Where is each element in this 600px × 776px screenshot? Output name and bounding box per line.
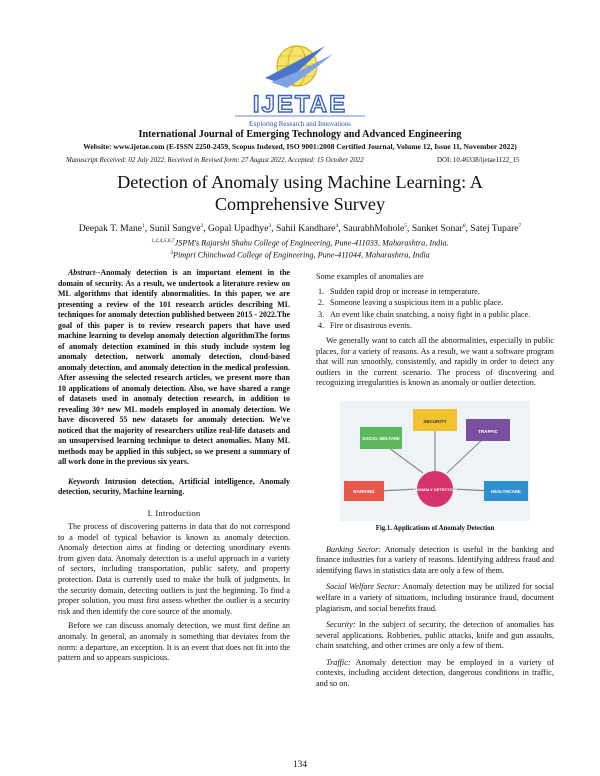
intro-paragraph-1: The process of discovering patterns in data that do not correspond to a model of typical behavior is known as anomaly detection. Anomaly detection aims at finding or detecting unordinary events from given data. Anomaly detection is a useful approach in a variety of sectors, including transportation, public safety, and property protection. Data is currently used to make the bulk of judgments. In the security domain, detecting outliers is just the beginning. To find a proper solution, you must first assess whether the outlier is a security risk and then identify the core source of the anomaly.: [58, 522, 290, 616]
social-welfare-paragraph: Social Welfare Sector: Anomaly detection may be utilized for social welfare in a variety of situations, including insurance fraud, document plagiarism, and social benefits fraud.: [316, 582, 554, 613]
left-column: [58, 268, 290, 664]
security-paragraph: Security: In the subject of security, the detection of anomalies has several applications. Robberies, public attacks, knife and gun assaults, chain snatching, and other crimes are only a few of them.: [316, 620, 554, 651]
paper-title-line-1: Detection of Anomaly using Machine Learning: A: [117, 172, 483, 192]
author: Sanket Sonar$^6$,: [411, 223, 471, 235]
figure-caption: Fig.1. Applications of Anomaly Detection: [375, 524, 495, 532]
list-item: 2. Someone leaving a suspicious item in a public place.: [318, 298, 504, 308]
keywords-text: Intrusion detection, Artificial intelligence, Anomaly detection, security, Machine learning.: [58, 476, 290, 496]
banking-paragraph: Banking Sector: Anomaly detection is useful in the banking and finance industries for a variety of reasons. Identifying address fraud and identifying flaws in statistics data are only a few of them.: [316, 544, 554, 575]
author: Deepak T. Mane$^1$,: [78, 223, 150, 235]
intro-paragraph-2: Before we can discuss anomaly detection, we must first define an anomaly. In general, an anomaly is something that deviates from the norm: a departure, an exception. It is an event that does not fit into the pattern and so appears suspicious.: [58, 621, 290, 663]
list-item: 4. Fire or disastrous events.: [318, 321, 412, 331]
list-item: 3. An event like chain snatching, a noisy fight in a public place.: [318, 309, 531, 319]
diagram-label-security: SECURITY: [423, 418, 447, 424]
affiliation-2: $^3$Pimpri Chinchwad College of Engineering, Pune-411044, Maharashtra, India: [170, 250, 430, 260]
author: Sunil Sangve$^2$,: [149, 223, 208, 235]
applications-diagram: [340, 401, 530, 521]
author-list: [20, 223, 580, 234]
right-column: [316, 268, 554, 690]
journal-name: International Journal of Emerging Technology and Advanced Engineering: [138, 129, 462, 140]
paper-title-line-2: Comprehensive Survey: [214, 194, 386, 214]
logo-tagline: Exploring Research and Innovations: [248, 120, 352, 128]
diagram-label-social-welfare: SOCIAL WELFARE: [362, 435, 400, 441]
diagram-label-traffic: TRAFFIC: [478, 428, 498, 434]
keywords: [58, 477, 290, 498]
keywords-label: Keywords: [68, 476, 100, 486]
abstract: [58, 268, 290, 468]
doi-text: DOI: 10.46338/ijetae1122_15: [437, 157, 520, 164]
diagram-label-banking: BANKING: [353, 488, 375, 494]
examples-intro: Some examples of anomalies are: [316, 272, 424, 281]
journal-logo: [225, 38, 375, 130]
figure-applications-diagram: [340, 401, 530, 521]
journal-website-line: Website: www.ijetae.com (E-ISSN 2250-2459, Scopus Indexed, ISO 9001:2008 Certified Journal, Volume 12, Issue 11, November 2022): [83, 142, 517, 151]
examples-list: [316, 287, 554, 332]
logo-text: IJETAE: [252, 91, 348, 118]
manuscript-dates: Manuscript Received: 02 July 2022, Received in Revised form: 27 August 2022, Accepted: 15 October 2022: [66, 157, 364, 164]
traffic-paragraph: Traffic: Anomaly detection may be employed in a variety of contexts, including accident detection, dangerous conditions in traffic, and so on.: [316, 657, 554, 689]
logo-graphic: [225, 38, 375, 130]
section-heading-introduction: I. Introduction: [147, 507, 201, 518]
paper-title: [40, 171, 560, 215]
diagram-label-healthcare: HEALTHCARE: [491, 488, 521, 494]
author: SaurabhMohole$^5$,: [343, 223, 412, 235]
affiliation-1: $^{1,2,4,5,6,7}$JSPM's Rajarshi Shahu College of Engineering, Pune-411033, Maharashtra, India.: [151, 238, 449, 248]
author: Sahil Kandhare$^4$,: [276, 223, 343, 235]
author: Satej Tupare$^7$: [470, 223, 522, 235]
catch-paragraph: We generally want to catch all the abnormalities, especially in public places, for a variety of reasons. As a result, we want a software program that will run smoothly, consistently, and rapidly in order to detect any outliers in the current scenario. The process of discovering and recognizing irregularities is known as anomaly or outlier detection.: [316, 335, 554, 388]
author: Gopal Upadhye$^3$,: [208, 223, 277, 235]
abstract-label: Abstract--: [68, 268, 101, 277]
list-item: 1. Sudden rapid drop or increase in temperature.: [318, 286, 480, 296]
diagram-center-label: ANOMALY DETECTION: [412, 486, 458, 492]
page-number: 134: [292, 760, 308, 770]
abstract-text: Anomaly detection is an important element in the domain of security. As a result, we undertook a literature review on ML algorithms that identify abnormalities. In this paper, we are presenting a review of the 101 research articles describing ML techniques for anomaly detection published between 2015 - 2022.The goal of this paper is to review research papers that have used machine learning to develop anomaly detection algorithmThe forms of anomaly detection examined in this study include system log anomaly detection, network anomaly detection, cloud-based anomaly detection, and anomaly detection in the medical profession. After assessing the selected research articles, we present more than 10 applications of anomaly detection. Also, we have shared a range of datasets used in anomaly detection research, in addition to revealing 30+ new ML models employed in anomaly detection. We have discovered 55 new datasets for anomaly detection. We've noticed that the majority of researchers utilize real-life datasets and an unsupervised learning technique to detect anomalies. Many ML methods may be applied in this subject, so we present a summary of all work done in the previous six years.: [58, 268, 290, 466]
